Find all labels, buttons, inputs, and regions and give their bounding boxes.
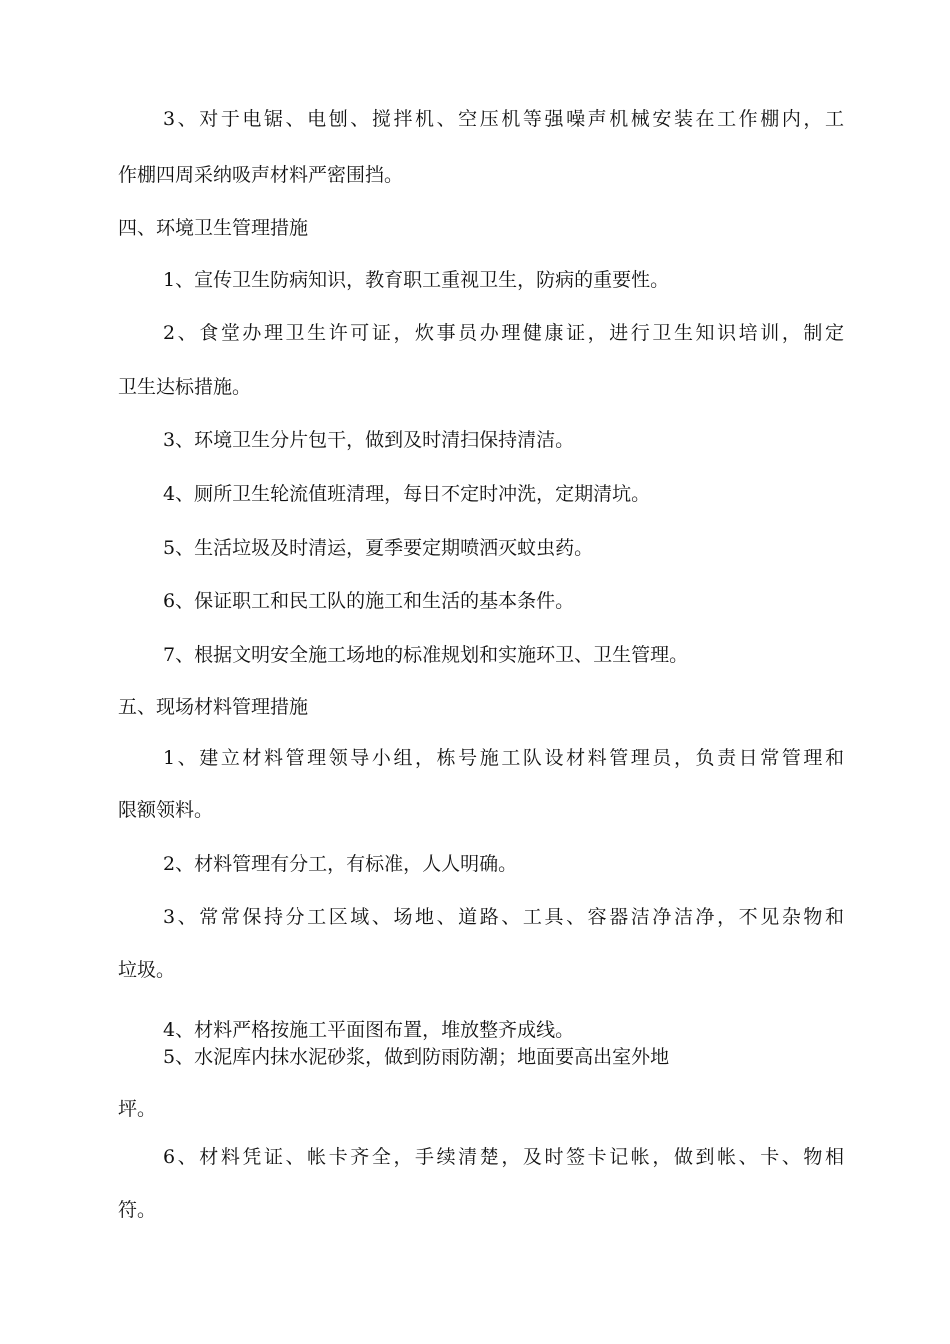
- paragraph-line: 3、对于电锯、电刨、搅拌机、空压机等强噪声机械安装在工作棚内，工: [163, 108, 844, 130]
- paragraph-line: 7、根据文明安全施工场地的标准规划和实施环卫、卫生管理。: [163, 644, 689, 666]
- paragraph-line: 1、建立材料管理领导小组，栋号施工队设材料管理员，负责日常管理和: [163, 747, 844, 769]
- section-heading: 五、现场材料管理措施: [118, 696, 309, 718]
- paragraph-line: 4、材料严格按施工平面图布置，堆放整齐成线。: [163, 1019, 575, 1041]
- paragraph-line: 限额领料。: [118, 799, 214, 821]
- paragraph-line: 5、生活垃圾及时清运，夏季要定期喷洒灭蚊虫药。: [163, 537, 594, 559]
- paragraph-line: 5、水泥库内抹水泥砂浆，做到防雨防潮；地面要高出室外地: [163, 1046, 670, 1068]
- paragraph-line: 垃圾。: [118, 959, 176, 981]
- paragraph-line: 2、材料管理有分工，有标准，人人明确。: [163, 853, 518, 875]
- paragraph-line: 坪。: [118, 1098, 157, 1120]
- paragraph-line: 1、宣传卫生防病知识，教育职工重视卫生，防病的重要性。: [163, 269, 670, 291]
- paragraph-line: 6、保证职工和民工队的施工和生活的基本条件。: [163, 590, 575, 612]
- paragraph-line: 6、材料凭证、帐卡齐全，手续清楚，及时签卡记帐，做到帐、卡、物相: [163, 1146, 844, 1168]
- paragraph-line: 4、厕所卫生轮流值班清理，每日不定时冲洗，定期清坑。: [163, 483, 651, 505]
- paragraph-line: 卫生达标措施。: [118, 376, 252, 398]
- paragraph-line: 3、常常保持分工区域、场地、道路、工具、容器洁净洁净，不见杂物和: [163, 906, 844, 928]
- paragraph-line: 作棚四周采纳吸声材料严密围挡。: [118, 164, 404, 186]
- paragraph-line: 3、环境卫生分片包干，做到及时清扫保持清洁。: [163, 429, 575, 451]
- paragraph-line: 符。: [118, 1199, 157, 1221]
- paragraph-line: 2、食堂办理卫生许可证，炊事员办理健康证，进行卫生知识培训，制定: [163, 322, 844, 344]
- section-heading: 四、环境卫生管理措施: [118, 217, 309, 239]
